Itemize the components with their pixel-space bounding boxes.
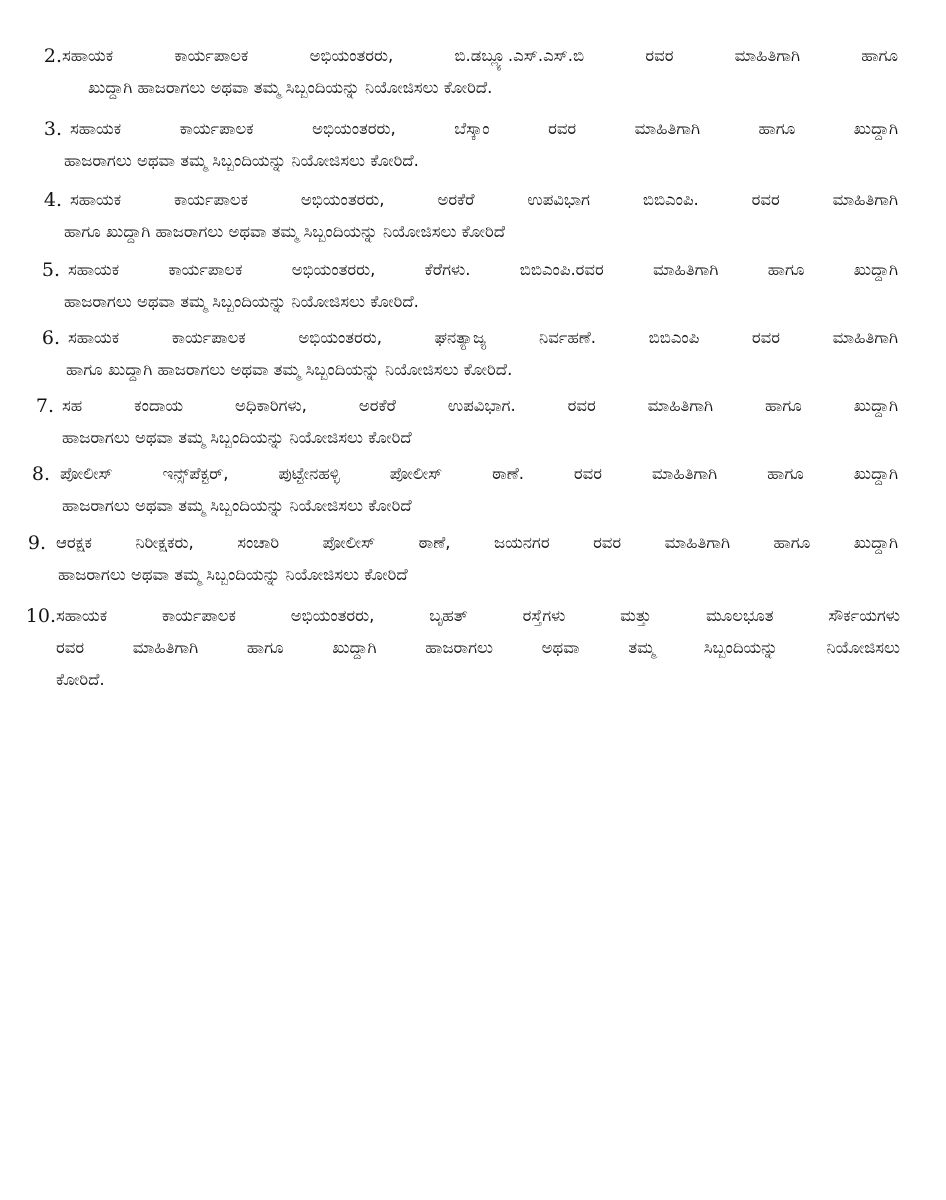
item-number: 6.	[41, 327, 60, 349]
item-text-line: ಖುದ್ದಾಗಿ ಹಾಜರಾಗಲು ಅಥವಾ ತಮ್ಮ ಸಿಬ್ಬಂದಿಯನ್ನು ನಿಯೋಜಿಸಲು ಕೋರಿದೆ.	[88, 78, 493, 97]
item-text-line: ಕೋರಿದೆ.	[56, 670, 105, 689]
item-text-line: ಸಹಾಯಕ ಕಾರ್ಯಪಾಲಕ ಅಭಿಯಂತರರು, ಬಿ.ಡಬ್ಲ್ಯೂ.ಎಸ್.ಎಸ್.ಬಿ ರವರ ಮಾಹಿತಿಗಾಗಿ ಹಾಗೂ	[62, 46, 898, 65]
item-text-line: ಹಾಜರಾಗಲು ಅಥವಾ ತಮ್ಮ ಸಿಬ್ಬಂದಿಯನ್ನು ನಿಯೋಜಿಸಲು ಕೋರಿದೆ	[58, 565, 408, 584]
item-number: 7.	[35, 395, 54, 417]
item-text-line: ಸಹಾಯಕ ಕಾರ್ಯಪಾಲಕ ಅಭಿಯಂತರರು, ಕೆರೆಗಳು. ಬಿಬಿಎಂಪಿ.ರವರ ಮಾಹಿತಿಗಾಗಿ ಹಾಗೂ ಖುದ್ದಾಗಿ	[68, 260, 898, 279]
list-item	[0, 322, 946, 386]
item-text-line: ಸಹಾಯಕ ಕಾರ್ಯಪಾಲಕ ಅಭಿಯಂತರರು, ಬೃಹತ್ ರಸ್ತೆಗಳು ಮತ್ತು ಮೂಲಭೂತ ಸೌರ್ಕಯಗಳು	[56, 606, 900, 625]
list-item	[0, 527, 946, 591]
item-text-line: ಸಹಾಯಕ ಕಾರ್ಯಪಾಲಕ ಅಭಿಯಂತರರು, ಬೆಸ್ಕಾಂ ರವರ ಮಾಹಿತಿಗಾಗಿ ಹಾಗೂ ಖುದ್ದಾಗಿ	[70, 119, 898, 138]
list-item	[0, 390, 946, 454]
item-text-line: ಸಹಾಯಕ ಕಾರ್ಯಪಾಲಕ ಅಭಿಯಂತರರು, ಅರಕೆರೆ ಉಪವಿಭಾಗ ಬಿಬಿಎಂಪಿ. ರವರ ಮಾಹಿತಿಗಾಗಿ	[70, 190, 898, 209]
item-text-line: ಆರಕ್ಷಕ ನಿರೀಕ್ಷಕರು, ಸಂಚಾರಿ ಪೋಲೀಸ್ ಠಾಣೆ, ಜಯನಗರ ರವರ ಮಾಹಿತಿಗಾಗಿ ಹಾಗೂ ಖುದ್ದಾಗಿ	[56, 533, 898, 552]
item-text-line: ಹಾಗೂ ಖುದ್ದಾಗಿ ಹಾಜರಾಗಲು ಅಥವಾ ತಮ್ಮ ಸಿಬ್ಬಂದಿಯನ್ನು ನಿಯೋಜಿಸಲು ಕೋರಿದೆ.	[66, 360, 513, 379]
item-number: 5.	[41, 259, 60, 281]
item-number: 8.	[31, 463, 50, 485]
item-text-line: ಪೋಲೀಸ್ ಇನ್ಸ್‌ಪೆಕ್ಟರ್, ಪುಟ್ಟೇನಹಳ್ಳಿ ಪೋಲೀಸ್ ಠಾಣೆ. ರವರ ಮಾಹಿತಿಗಾಗಿ ಹಾಗೂ ಖುದ್ದಾಗಿ	[60, 464, 898, 483]
list-item	[0, 113, 946, 177]
list-item	[0, 600, 946, 696]
item-text-line: ರವರ ಮಾಹಿತಿಗಾಗಿ ಹಾಗೂ ಖುದ್ದಾಗಿ ಹಾಜರಾಗಲು ಅಥವಾ ತಮ್ಮ ಸಿಬ್ಬಂದಿಯನ್ನು ನಿಯೋಜಿಸಲು	[56, 638, 900, 657]
item-text-line: ಸಹ ಕಂದಾಯ ಅಧಿಕಾರಿಗಳು, ಅರಕೆರೆ ಉಪವಿಭಾಗ. ರವರ ಮಾಹಿತಿಗಾಗಿ ಹಾಗೂ ಖುದ್ದಾಗಿ	[62, 396, 898, 415]
item-text-line: ಸಹಾಯಕ ಕಾರ್ಯಪಾಲಕ ಅಭಿಯಂತರರು, ಘನತ್ಯಾಜ್ಯ ನಿರ್ವಹಣೆ. ಬಿಬಿಎಂಪಿ ರವರ ಮಾಹಿತಿಗಾಗಿ	[68, 328, 898, 347]
item-number: 4.	[43, 189, 62, 211]
item-number: 10.	[25, 605, 56, 627]
item-text-line: ಹಾಗೂ ಖುದ್ದಾಗಿ ಹಾಜರಾಗಲು ಅಥವಾ ತಮ್ಮ ಸಿಬ್ಬಂದಿಯನ್ನು ನಿಯೋಜಿಸಲು ಕೋರಿದೆ	[64, 222, 506, 241]
list-item	[0, 458, 946, 522]
list-item	[0, 40, 946, 104]
item-number: 2.	[43, 45, 62, 67]
item-text-line: ಹಾಜರಾಗಲು ಅಥವಾ ತಮ್ಮ ಸಿಬ್ಬಂದಿಯನ್ನು ನಿಯೋಜಿಸಲು ಕೋರಿದೆ.	[64, 292, 419, 311]
item-text-line: ಹಾಜರಾಗಲು ಅಥವಾ ತಮ್ಮ ಸಿಬ್ಬಂದಿಯನ್ನು ನಿಯೋಜಿಸಲು ಕೋರಿದೆ.	[64, 151, 419, 170]
list-item	[0, 254, 946, 318]
item-number: 3.	[43, 118, 62, 140]
item-text-line: ಹಾಜರಾಗಲು ಅಥವಾ ತಮ್ಮ ಸಿಬ್ಬಂದಿಯನ್ನು ನಿಯೋಜಿಸಲು ಕೋರಿದೆ	[62, 496, 412, 515]
item-number: 9.	[27, 532, 46, 554]
list-item	[0, 184, 946, 248]
item-text-line: ಹಾಜರಾಗಲು ಅಥವಾ ತಮ್ಮ ಸಿಬ್ಬಂದಿಯನ್ನು ನಿಯೋಜಿಸಲು ಕೋರಿದೆ	[62, 428, 412, 447]
